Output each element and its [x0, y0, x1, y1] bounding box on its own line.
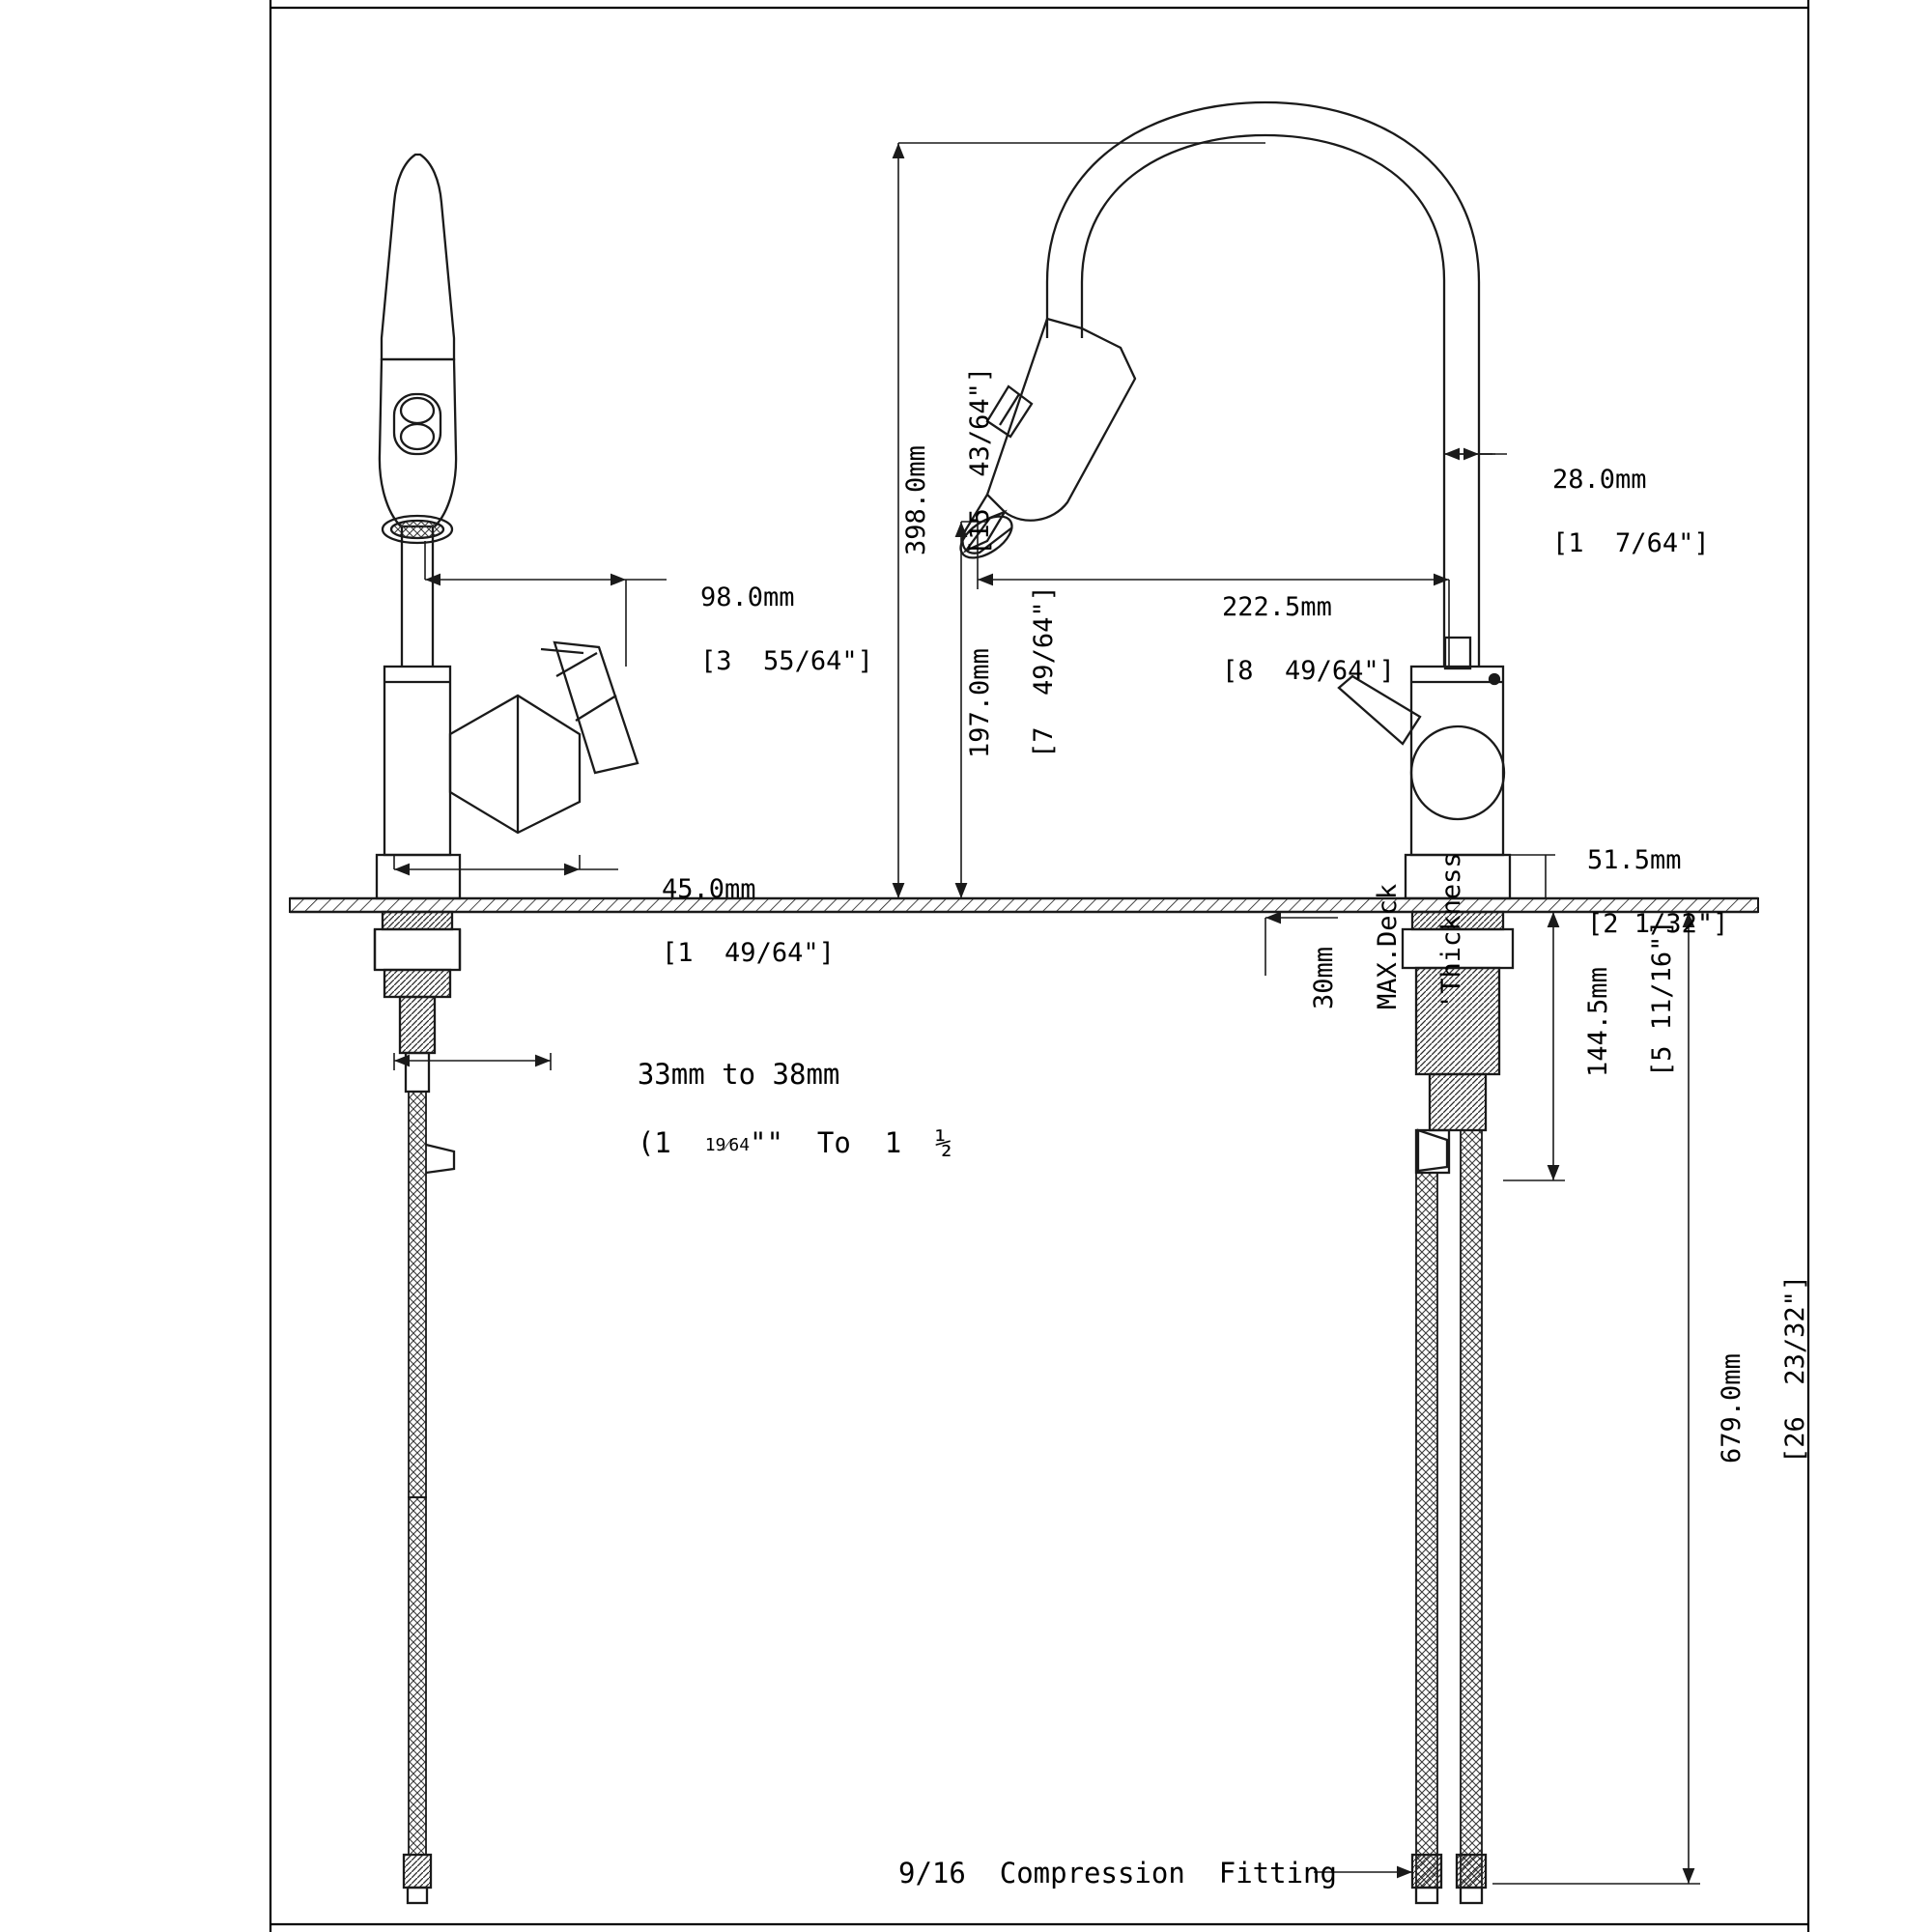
- dim-overall-height-mm: 398.0mm: [900, 445, 931, 555]
- dim-tube-dia-inch: [1 7/64"]: [1552, 527, 1710, 558]
- dim-hose-length-mm: 679.0mm: [1716, 1353, 1747, 1463]
- dim-spout-swing-mm: 222.5mm: [1222, 591, 1332, 622]
- dim-shank-length: [1551, 920, 1711, 1140]
- dimension-lines: [394, 143, 1700, 1884]
- dim-mounting-hole: [570, 1024, 952, 1195]
- dim-base-depth-mm: 45.0mm: [662, 873, 756, 904]
- dim-mounting-hole-line1: 33mm to 38mm: [637, 1058, 840, 1092]
- dim-base-depth: [599, 842, 835, 1002]
- dim-tube-dia-mm: 28.0mm: [1552, 464, 1647, 495]
- dim-spout-swing-inch: [8 49/64"]: [1222, 655, 1395, 686]
- dim-spout-height: [933, 585, 1093, 821]
- dim-spout-swing: [1159, 560, 1395, 720]
- dim-deck-thickness-line2: MAX.Deck: [1372, 883, 1403, 1009]
- dim-deck-thickness-line3: 'Thickness: [1435, 852, 1466, 1009]
- dim-overall-height-inch: [15 43/64"]: [964, 366, 995, 555]
- dim-tube-dia: [1490, 433, 1710, 592]
- dim-shank-length-mm: 144.5mm: [1582, 967, 1613, 1077]
- dim-spout-reach: [638, 551, 873, 710]
- dim-spout-reach-mm: 98.0mm: [700, 582, 795, 612]
- dim-deck-thickness-line1: 30mm: [1308, 946, 1339, 1009]
- dim-hose-length-inch: [26 23/32"]: [1779, 1274, 1810, 1463]
- dim-base-width-inch: [2 1/32"]: [1587, 908, 1729, 939]
- label-compression-fitting: 9/16 Compression Fitting: [898, 1857, 1337, 1889]
- dim-spout-height-inch: [7 49/64"]: [1028, 585, 1059, 758]
- dim-mounting-hole-line2: (1 19⁄64"" To 1 ½: [637, 1126, 952, 1160]
- dim-deck-thickness: [1277, 852, 1500, 1072]
- dim-base-depth-inch: [1 49/64"]: [662, 937, 835, 968]
- dim-spout-height-mm: 197.0mm: [964, 648, 995, 758]
- dim-hose-length: [1685, 1275, 1844, 1526]
- dim-overall-height: [869, 367, 1029, 618]
- dim-shank-length-inch: [5 11/16"]: [1646, 920, 1677, 1077]
- dim-spout-reach-inch: [3 55/64"]: [700, 645, 873, 676]
- dim-base-width-mm: 51.5mm: [1587, 844, 1682, 875]
